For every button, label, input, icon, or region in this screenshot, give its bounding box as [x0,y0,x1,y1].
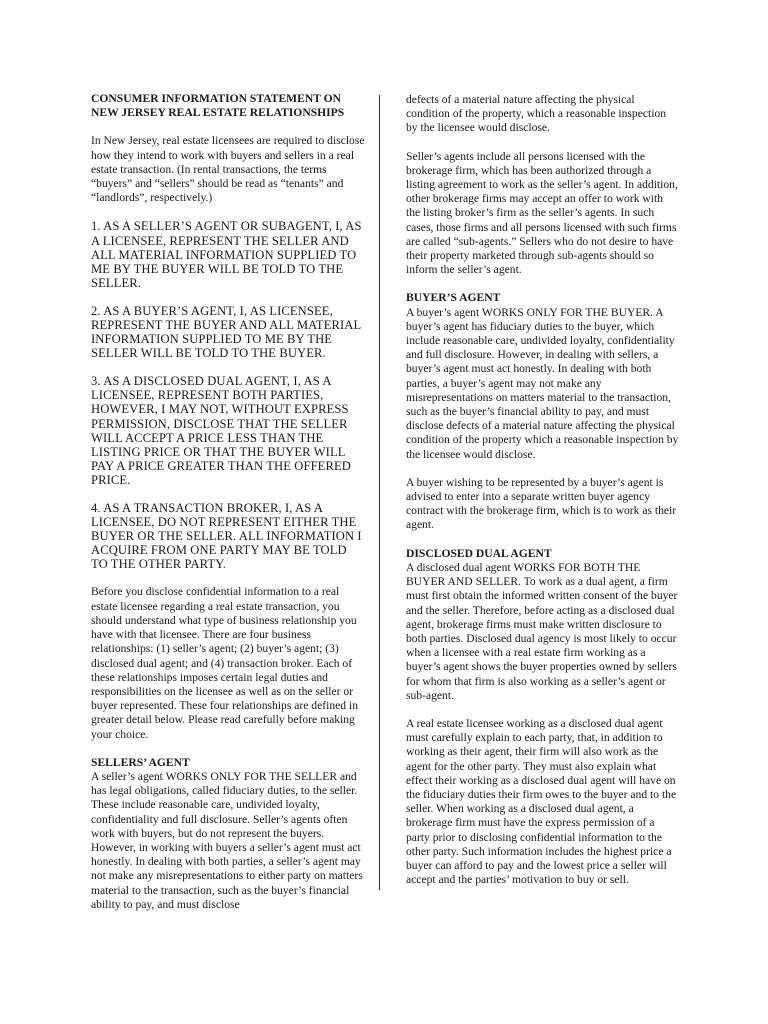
dual-agent-heading: DISCLOSED DUAL AGENT [406,546,552,560]
dual-agent-working-paragraph: A real estate licensee working as a disclosed dual agent must carefully explain to each party, that, in addition to working as their agent, their firm will also work as the agent for the other party. They must also explain what effect their working as a disclosed dual agent will have on the fiduciary duties their firm owes to the buyer and to the seller. When working as a disclosed dual agent, a brokerage firm must have the express permission of a party prior to disclosing confidential information to the other party. Such information includes the highest price a buyer can afford to pay and the lowest price a seller will accept and the parties’ motivation to buy or sell. [406,716,677,887]
sellers-agents-include-paragraph: Seller’s agents include all persons licensed with the brokerage firm, which has been authorized through a listing agreement to work as the seller’s agent. In addition, other brokerage firms may accept an offer to work with the listing broker’s firm as the seller’s agents. In such cases, those firms and all persons licensed with such firms are called “sub-agents.” Sellers who do not desire to have their property marketed through sub-agents should so inform the seller’s agent. [406,149,678,277]
buyers-agent-section [406,291,680,461]
sellers-agent-continued: defects of a material nature affecting the physical condition of the property, which a reasonable inspection by the licensee would disclose. [406,93,667,135]
dual-agent-text: A disclosed dual agent WORKS FOR BOTH THE BUYER AND SELLER. To work as a dual agent, a firm must first obtain the informed written consent of the buyer and the seller. Therefore, before acting as a disclosed dual agent, brokerage firms must make written disclosure to both parties. Disclosed dual agency is most likely to occur when a licensee with a real estate firm working as a buyer’s agent shows the buyer properties owned by sellers for whom that firm is also working as a seller’s agent or sub-agent. [406,560,678,702]
right-column [406,93,680,901]
dual-agent-section [406,547,680,703]
left-column [91,92,365,926]
statement-dual-agent: 3. AS A DISCLOSED DUAL AGENT, I, AS A LICENSEE, REPRESENT BOTH PARTIES, HOWEVER, I MAY NOT, WITHOUT EXPRESS PERMISSION, DISCLOSE THAT THE SELLER WILL ACCEPT A PRICE LESS THAN THE LISTING PRICE OR THAT THE BUYER WILL PAY A PRICE GREATER THAN THE OFFERED PRICE. [91,374,351,487]
statement-seller-agent: 1. AS A SELLER’S AGENT OR SUBAGENT, I, AS A LICENSEE, REPRESENT THE SELLER AND ALL MATERIAL INFORMATION SUPPLIED TO ME BY THE BUYER WILL BE TOLD TO THE SELLER. [91,219,362,290]
statement-transaction-broker: 4. AS A TRANSACTION BROKER, I, AS A LICENSEE, DO NOT REPRESENT EITHER THE BUYER OR THE SELLER. ALL INFORMATION I ACQUIRE FROM ONE PARTY MAY BE TOLD TO THE OTHER PARTY. [91,501,362,572]
document-title: CONSUMER INFORMATION STATEMENT ON NEW JERSEY REAL ESTATE RELATIONSHIPS [91,92,345,120]
buyers-agent-heading: BUYER’S AGENT [406,291,501,305]
sellers-agent-heading: SELLERS’ AGENT [91,755,190,769]
column-divider [379,95,380,890]
statement-buyer-agent: 2. AS A BUYER’S AGENT, I, AS LICENSEE, REPRESENT THE BUYER AND ALL MATERIAL INFORMATION SUPPLIED TO ME BY THE SELLER WILL BE TOLD TO THE BUYER. [91,303,361,361]
sellers-agent-section [91,756,365,912]
intro-paragraph: In New Jersey, real estate licensees are required to disclose how they intend to work with buyers and sellers in a real estate transaction. (In rental transactions, the terms “buyers” and “sellers” should be read as “tenants” and “landlords”, respectively.) [91,134,365,205]
sellers-agent-text: A seller’s agent WORKS ONLY FOR THE SELLER and has legal obligations, called fiduciary duties, to the seller. These include reasonable care, undivided loyalty, confidentiality and full disclosure. Seller’s agents often work with buyers, but do not represent the buyers. However, in working with buyers a seller’s agent must act honestly. In dealing with both parties, a seller’s agent may not make any misrepresentations to either party on matters material to the transaction, such as the buyer’s financial ability to pay, and must disclose [91,769,363,911]
buyer-wishing-paragraph: A buyer wishing to be represented by a buyer’s agent is advised to enter into a separate written buyer agency contract with the brokerage firm, which is to work as their agent. [406,475,677,532]
buyers-agent-text: A buyer’s agent WORKS ONLY FOR THE BUYER. A buyer’s agent has fiduciary duties to the buyer, which include reasonable care, undivided loyalty, confidentiality and full disclosure. However, in dealing with sellers, a buyer’s agent must act honestly. In dealing with both parties, a buyer’s agent may not make any misrepresentations on matters material to the transaction, such as the buyer’s financial ability to pay, and must disclose defects of a material nature affecting the physical condition of the property which a reasonable inspection by the licensee would disclose. [406,305,679,461]
before-disclose-paragraph: Before you disclose confidential information to a real estate licensee regarding a real estate transaction, you should understand what type of business relationship you have with that licensee. There are four business relationships: (1) seller’s agent; (2) buyer’s agent; (3) disclosed dual agent; and (4) transaction broker. Each of these relationships imposes certain legal duties and responsibilities on the licensee as well as on the seller or buyer represented. These four relationships are defined in greater detail below. Please read carefully before making your choice. [91,585,358,741]
